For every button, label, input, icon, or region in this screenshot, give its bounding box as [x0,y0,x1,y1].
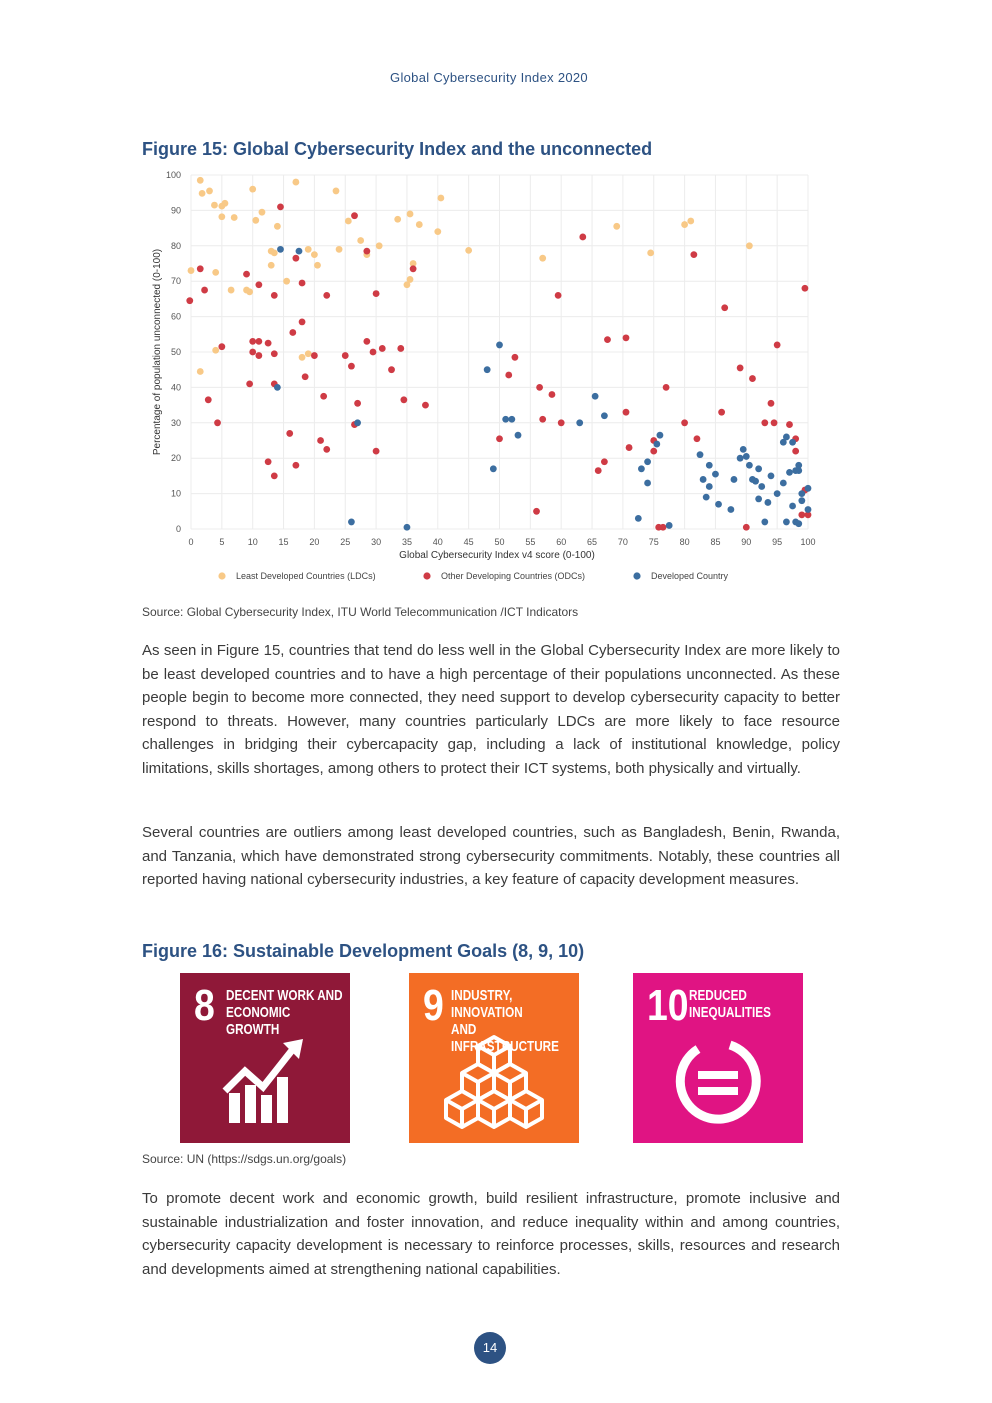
data-point [655,524,662,531]
data-point [663,384,670,391]
data-point [595,467,602,474]
chart-points [186,177,811,531]
data-point [299,354,306,361]
data-point [228,287,235,294]
data-point [490,465,497,472]
data-point [265,458,272,465]
data-point [400,396,407,403]
y-tick-label: 80 [170,240,181,251]
data-point [653,441,660,448]
growth-chart-icon [215,1031,315,1131]
data-point [558,419,565,426]
data-point [274,223,281,230]
data-point [376,242,383,249]
data-point [465,247,472,254]
x-tick-label: 75 [648,537,659,547]
data-point [197,368,204,375]
data-point [721,304,728,311]
data-point [311,251,318,258]
y-tick-label: 20 [170,453,181,464]
data-point [394,216,401,223]
data-point [786,421,793,428]
data-point [666,522,673,529]
data-point [201,287,208,294]
data-point [211,202,218,209]
y-axis-label: Percentage of population unconnected (0-100) [152,248,163,456]
chart-tick-labels [166,170,816,547]
data-point [647,249,654,256]
figure-15-title: Figure 15: Global Cybersecurity Index and the unconnected [142,139,653,159]
y-tick-label: 90 [170,205,181,216]
data-point [252,217,259,224]
data-point [277,203,284,210]
x-tick-label: 100 [800,537,816,547]
x-tick-label: 0 [188,537,194,547]
data-point [657,432,664,439]
data-point [311,352,318,359]
data-point [644,480,651,487]
data-point [333,188,340,195]
data-point [397,345,404,352]
legend-marker [633,572,640,579]
data-point [255,352,262,359]
y-tick-label: 50 [170,347,181,357]
data-point [761,419,768,426]
data-point [505,372,512,379]
data-point [515,432,522,439]
x-tick-label: 55 [525,537,536,547]
data-point [805,506,812,513]
data-point [218,343,225,350]
data-point [259,209,266,216]
data-point [206,188,213,195]
data-point [323,446,330,453]
data-point [302,373,309,380]
data-point [218,213,225,220]
page-number: 14 [474,1332,506,1364]
data-point [755,496,762,503]
data-point [576,419,583,426]
data-point [271,350,278,357]
data-point [638,465,645,472]
data-point [703,494,710,501]
data-point [743,524,750,531]
data-point [354,400,361,407]
data-point [700,476,707,483]
data-point [681,419,688,426]
data-point [789,439,796,446]
data-point [549,391,556,398]
data-point [623,409,630,416]
data-point [292,255,299,262]
sdg-8-number: 8 [194,981,215,1030]
data-point [407,276,414,283]
x-tick-label: 50 [494,537,505,547]
data-point [218,203,225,210]
x-tick-label: 10 [247,537,258,547]
x-tick-label: 40 [432,537,443,547]
data-point [286,430,293,437]
data-point [795,520,802,527]
data-point [246,288,253,295]
data-point [484,366,491,373]
data-point [404,524,411,531]
data-point [354,419,361,426]
data-point [771,419,778,426]
data-point [737,365,744,372]
legend-marker [218,572,225,579]
data-point [437,195,444,202]
data-point [681,221,688,228]
data-point [416,221,423,228]
x-tick-label: 80 [679,537,690,547]
figure-15-source: Source: Global Cybersecurity Index, ITU World Telecommunication /ICT Indicators [142,605,579,619]
data-point [697,451,704,458]
cubes-icon [444,1031,544,1131]
legend-label: Developed Country [651,571,729,581]
data-point [379,345,386,352]
data-point [690,251,697,258]
data-point [626,444,633,451]
data-point [271,249,278,256]
legend-label: Least Developed Countries (LDCs) [236,571,376,581]
data-point [579,234,586,241]
data-point [502,416,509,423]
data-point [373,290,380,297]
sdg-10-number: 10 [647,981,689,1030]
data-point [255,338,262,345]
x-tick-label: 85 [710,537,721,547]
data-point [789,503,796,510]
sdg-10-label: REDUCED INEQUALITIES [689,987,771,1021]
data-point [780,480,787,487]
data-point [718,409,725,416]
y-tick-label: 0 [175,524,181,534]
data-point [650,448,657,455]
data-point [774,490,781,497]
data-point [212,347,219,354]
data-point [644,458,651,465]
data-point [336,246,343,253]
data-point [345,218,352,225]
gci-unconnected-scatter-chart [142,160,842,600]
data-point [752,478,759,485]
sdg-9-tile [409,973,579,1143]
chart-legend [218,571,728,581]
data-point [388,366,395,373]
data-point [758,483,765,490]
data-point [370,349,377,356]
data-point [740,446,747,453]
sdg-8-tile [180,973,350,1143]
data-point [243,271,250,278]
x-tick-label: 95 [772,537,783,547]
figure-16-title: Figure 16: Sustainable Development Goals (8, 9, 10) [142,941,585,961]
data-point [363,248,370,255]
x-tick-label: 45 [463,537,474,547]
legend-marker [423,572,430,579]
y-tick-label: 70 [170,276,181,287]
sdg-8-label: DECENT WORK AND ECONOMIC GROWTH [226,987,343,1038]
data-point [613,223,620,230]
sdg-9-label: INDUSTRY, INNOVATION AND INFRASTRUCTURE [451,987,559,1055]
data-point [635,515,642,522]
x-tick-label: 35 [401,537,412,547]
data-point [205,396,212,403]
data-point [601,458,608,465]
data-point [798,511,805,518]
data-point [706,462,713,469]
x-tick-label: 60 [556,537,567,547]
x-tick-label: 70 [617,537,628,547]
data-point [373,448,380,455]
data-point [363,338,370,345]
data-point [186,297,193,304]
data-point [555,292,562,299]
data-point [737,455,744,462]
data-point [798,497,805,504]
data-point [715,501,722,508]
data-point [249,186,256,193]
data-point [289,329,296,336]
data-point [786,469,793,476]
data-point [199,190,206,197]
data-point [292,462,299,469]
data-point [407,211,414,218]
data-point [320,393,327,400]
data-point [342,352,349,359]
data-point [768,473,775,480]
data-point [274,384,281,391]
data-point [746,242,753,249]
data-point [512,354,519,361]
data-point [351,212,358,219]
data-point [323,292,330,299]
data-point [687,218,694,225]
data-point [798,490,805,497]
data-point [746,462,753,469]
data-point [249,338,256,345]
data-point [792,448,799,455]
y-tick-label: 40 [170,382,181,393]
paragraph-3: To promote decent work and economic growth, build resilient infrastructure, promote inclusive and sustainable industrialization and foster innovation, and reduce inequality within and among countries, cybersecurity capacity development is necessary to reinforce processes, skills, resources and research and developments aimed at strengthening national capabilities. [142,1190,840,1278]
legend-label: Other Developing Countries (ODCs) [441,571,586,581]
data-point [761,519,768,526]
data-point [592,393,599,400]
x-tick-label: 15 [278,537,289,547]
figure-16-source: Source: UN (https://sdgs.un.org/goals) [142,1152,347,1166]
data-point [299,280,306,287]
paragraph-1: As seen in Figure 15, countries that tend do less well in the Global Cybersecurity Index are more likely to be least developed countries and to have a high percentage of their populations unconnected. As these people begin to become more connected, they need support to develop cybersecurity capacity to better respond to threats. However, many countries particularly LDCs are more likely to face resource challenges in bridging their cybercapacity gap, including a lack of institutional knowledge, policy limitations, skills shortages, among others to protect their ICT systems, both physically and virtually. [142,642,840,777]
data-point [231,214,238,221]
data-point [271,292,278,299]
data-point [533,508,540,515]
sdg-10-tile [633,973,803,1143]
data-point [277,246,284,253]
data-point [246,380,253,387]
data-point [731,476,738,483]
data-point [496,342,503,349]
y-tick-label: 100 [165,170,181,180]
x-tick-label: 30 [371,537,382,547]
data-point [783,519,790,526]
data-point [305,246,312,253]
data-point [422,402,429,409]
data-point [357,237,364,244]
data-point [694,435,701,442]
equals-circle-icon [668,1031,768,1131]
data-point [410,265,417,272]
data-point [727,506,734,513]
data-point [774,342,781,349]
data-point [317,437,324,444]
x-tick-label: 20 [309,537,320,547]
data-point [805,485,812,492]
x-tick-label: 90 [741,537,752,547]
x-tick-label: 5 [219,537,225,547]
data-point [508,416,515,423]
data-point [764,499,771,506]
running-header: Global Cybersecurity Index 2020 [390,70,588,85]
y-tick-label: 30 [170,417,181,428]
data-point [539,416,546,423]
data-point [783,434,790,441]
data-point [197,177,204,184]
data-point [212,269,219,276]
data-point [314,262,321,269]
data-point [271,473,278,480]
data-point [197,265,204,272]
data-point [348,519,355,526]
data-point [604,336,611,343]
data-point [434,228,441,235]
data-point [706,483,713,490]
data-point [601,412,608,419]
data-point [768,400,775,407]
data-point [305,350,312,357]
data-point [743,453,750,460]
data-point [292,179,299,186]
data-point [802,285,809,292]
x-axis-label: Global Cybersecurity Index v4 score (0-100) [399,550,595,561]
data-point [268,262,275,269]
data-point [539,255,546,262]
data-point [755,465,762,472]
paragraph-2: Several countries are outliers among least developed countries, such as Bangladesh, Benin, Rwanda, and Tanzania, which have demonstrated strong cybersecurity commitments. Notably, these countries all reported having national cybersecurity industries, a key feature of capacity development measures. [142,824,840,888]
x-tick-label: 65 [587,537,598,547]
data-point [214,419,221,426]
data-point [795,467,802,474]
data-point [255,281,262,288]
data-point [265,340,272,347]
data-point [623,334,630,341]
data-point [283,278,290,285]
data-point [348,363,355,370]
data-point [296,248,303,255]
data-point [712,471,719,478]
data-point [249,349,256,356]
data-point [188,267,195,274]
x-tick-label: 25 [340,537,351,547]
y-tick-label: 60 [170,311,181,322]
y-tick-label: 10 [170,488,181,499]
data-point [299,319,306,326]
sdg-9-number: 9 [423,981,444,1030]
data-point [496,435,503,442]
data-point [536,384,543,391]
data-point [749,375,756,382]
